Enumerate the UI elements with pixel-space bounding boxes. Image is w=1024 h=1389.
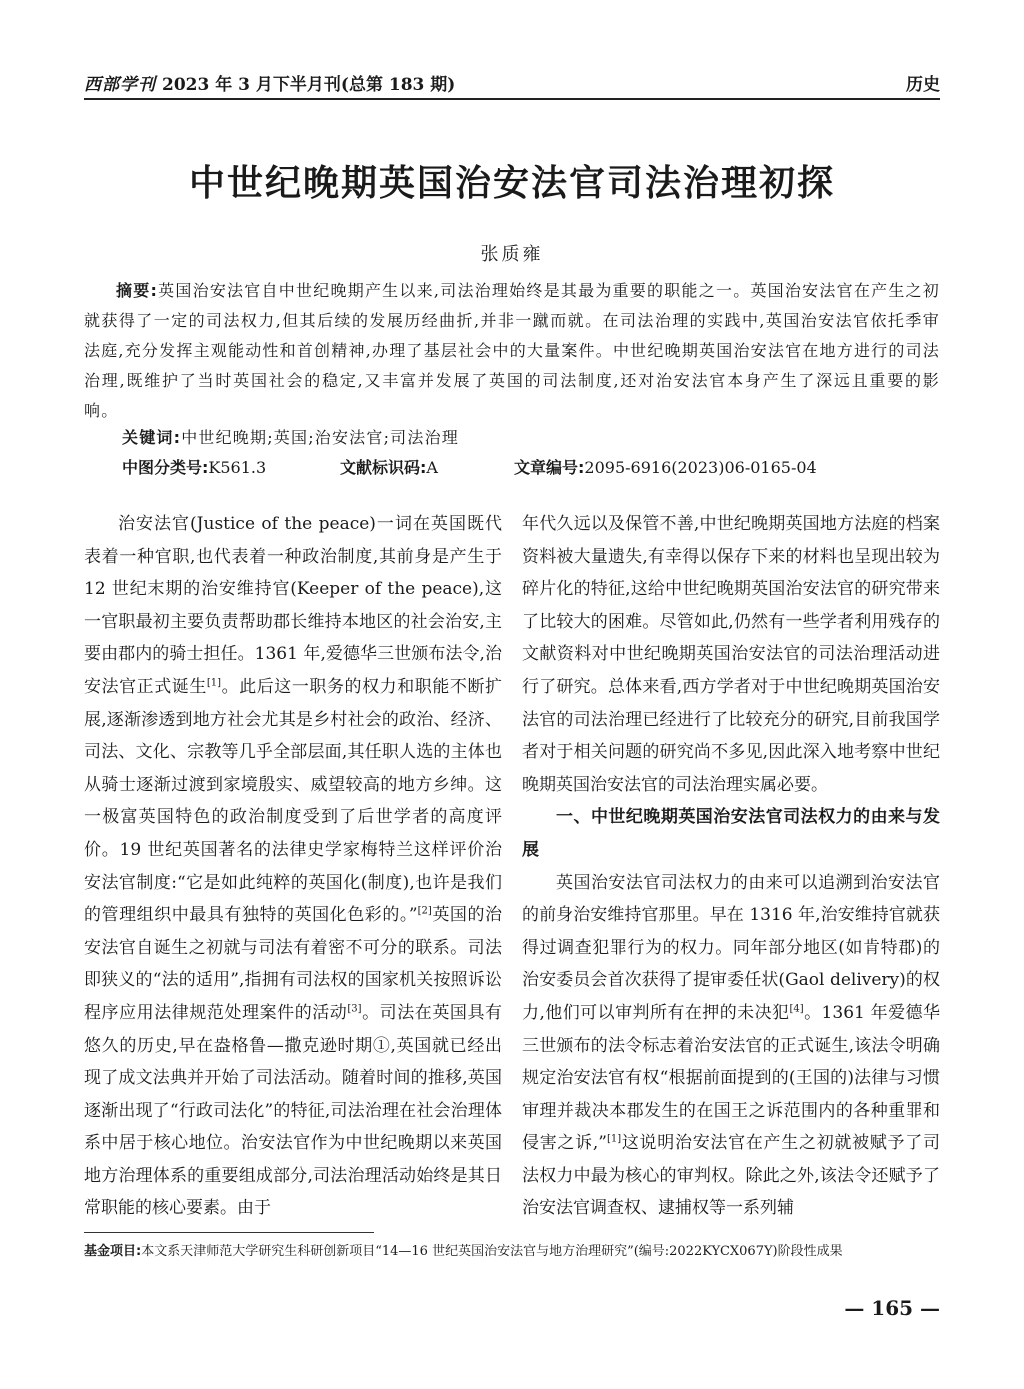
clc-label: 中图分类号: [122,458,209,477]
text-run: 治安法官(Justice of the peace)一词在英国既代表着一种官职,也代表着一种政治制度,其前身是产生于 12 世纪末期的治安维持官(Keeper of the peace),这一官职最初主要负责帮助郡长维持本地区的社会治安,主要由郡内的骑士担任。1361 年,爱德华三世颁布法令,治安法官正式诞生 [84,514,502,697]
author-name: 张质雍 [480,244,544,265]
article-title: 中世纪晚期英国治安法官司法治理初探 [188,162,835,204]
article-label: 文章编号: [514,458,585,477]
page-number: — 165 — [844,1296,940,1320]
body-paragraph [522,867,940,1226]
text-run: 英国的治安法官自诞生之初就与司法有着密不可分的联系。司法即狭义的“法的适用”,指拥有司法权的国家机关按照诉讼程序应用法律规范处理案件的活动 [84,905,502,1023]
footnote-label: 基金项目: [84,1244,142,1259]
text-run: 。1361 年爱德华三世颁布的法令标志着治安法官的正式诞生,该法令明确规定治安法官有权“根据前面提到的(王国的)法律与习惯审理并裁决本郡发生的在国王之诉范围内的各种重罪和侵害之诉,” [522,1002,940,1154]
journal-logo: 西部学刊 [84,75,156,95]
footnote-text: 本文系天津师范大学研究生科研创新项目“14—16 世纪英国治安法官与地方治理研究”(编号:2022KYCX067Y)阶段性成果 [141,1244,843,1259]
abstract-text: 英国治安法官自中世纪晚期产生以来,司法治理始终是其最为重要的职能之一。英国治安法官在产生之初就获得了一定的司法权力,但其后续的发展历经曲折,并非一蹴而就。在司法治理的实践中,英国治安法官依托季审法庭,充分发挥主观能动性和首创精神,办理了基层社会中的大量案件。中世纪晚期英国治安法官在地方进行的司法治理,既维护了当时英国社会的稳定,又丰富并发展了英国的司法制度,还对治安法官本身产生了深远且重要的影响。 [84,281,940,420]
article-number [514,453,817,483]
citation-ref: [1] [606,1133,622,1145]
funding-footnote [84,1240,940,1264]
doc-value: A [426,458,438,477]
issue-info: 2023 年 3 月下半月刊(总第 183 期) [162,75,456,95]
doc-label: 文献标识码: [340,458,427,477]
text-run: 。此后这一职务的权力和职能不断扩展,逐渐渗透到地方社会尤其是乡村社会的政治、经济、司法、文化、宗教等几乎全部层面,其任职人选的主体也从骑士逐渐过渡到家境殷实、威望较高的地方乡绅。这一极富英国特色的政治制度受到了后世学者的高度评价。19 世纪英国著名的法律史学家梅特兰这样评价治安法官制度:“它是如此纯粹的英国化(制度),也许是我们的管理组织中最具有独特的英国化色彩的。” [84,676,503,926]
citation-ref: [4] [789,1003,804,1015]
left-column [84,508,502,1225]
abstract-label: 摘要: [116,281,159,300]
text-run: 英国治安法官司法权力的由来可以追溯到治安法官的前身治安维持官那里。早在 1316 年,治安维持官就获得过调查犯罪行为的权力。同年部分地区(如肯特郡)的治安委员会首次获得了提审委任状(Gaol delivery)的权力,他们可以审判所有在押的未决犯 [522,872,940,1023]
text-run: 。司法在英国具有悠久的历史,早在盎格鲁—撒克逊时期①,英国就已经出现了成文法典并开始了司法活动。随着时间的推移,英国逐渐出现了“行政司法化”的特征,司法治理在社会治理体系中居于核心地位。治安法官作为中世纪晚期以来英国地方治理体系的重要组成部分,司法治理活动始终是其日常职能的核心要素。由于 [84,1002,503,1219]
body-paragraph: 年代久远以及保管不善,中世纪晚期英国地方法庭的档案资料被大量遗失,有幸得以保存下来的材料也呈现出较为碎片化的特征,这给中世纪晚期英国治安法官的研究带来了比较大的困难。尽管如此,仍然有一些学者利用残存的文献资料对中世纪晚期英国治安法官的司法治理活动进行了研究。总体来看,西方学者对于中世纪晚期英国治安法官的司法治理已经进行了比较充分的研究,目前我国学者对于相关问题的研究尚不多见,因此深入地考察中世纪晚期英国治安法官的司法治理实属必要。 [522,514,940,795]
body-paragraph [84,508,502,1225]
citation-ref: [1] [206,677,222,689]
document-code [340,453,438,483]
text-run: 这说明治安法官在产生之初就被赋予了司法权力中最为核心的审判权。除此之外,该法令还赋予了治安法官调查权、逮捕权等一系列辅 [522,1133,940,1219]
clc-number [122,453,266,483]
article-value: 2095-6916(2023)06-0165-04 [584,458,817,477]
footnote-divider [84,1232,374,1233]
section-name: 历史 [906,75,940,95]
keywords [122,423,940,453]
right-column [522,508,940,1225]
header-divider [84,98,940,100]
keywords-text: 中世纪晚期;英国;治安法官;司法治理 [181,428,459,447]
citation-ref: [2] [417,905,432,917]
running-header [84,70,940,98]
clc-value: K561.3 [208,458,267,477]
section-heading: 一、中世纪晚期英国治安法官司法权力的由来与发展 [522,807,940,860]
abstract [84,276,940,426]
citation-ref: [3] [347,1003,362,1015]
keywords-label: 关键词: [122,428,182,447]
